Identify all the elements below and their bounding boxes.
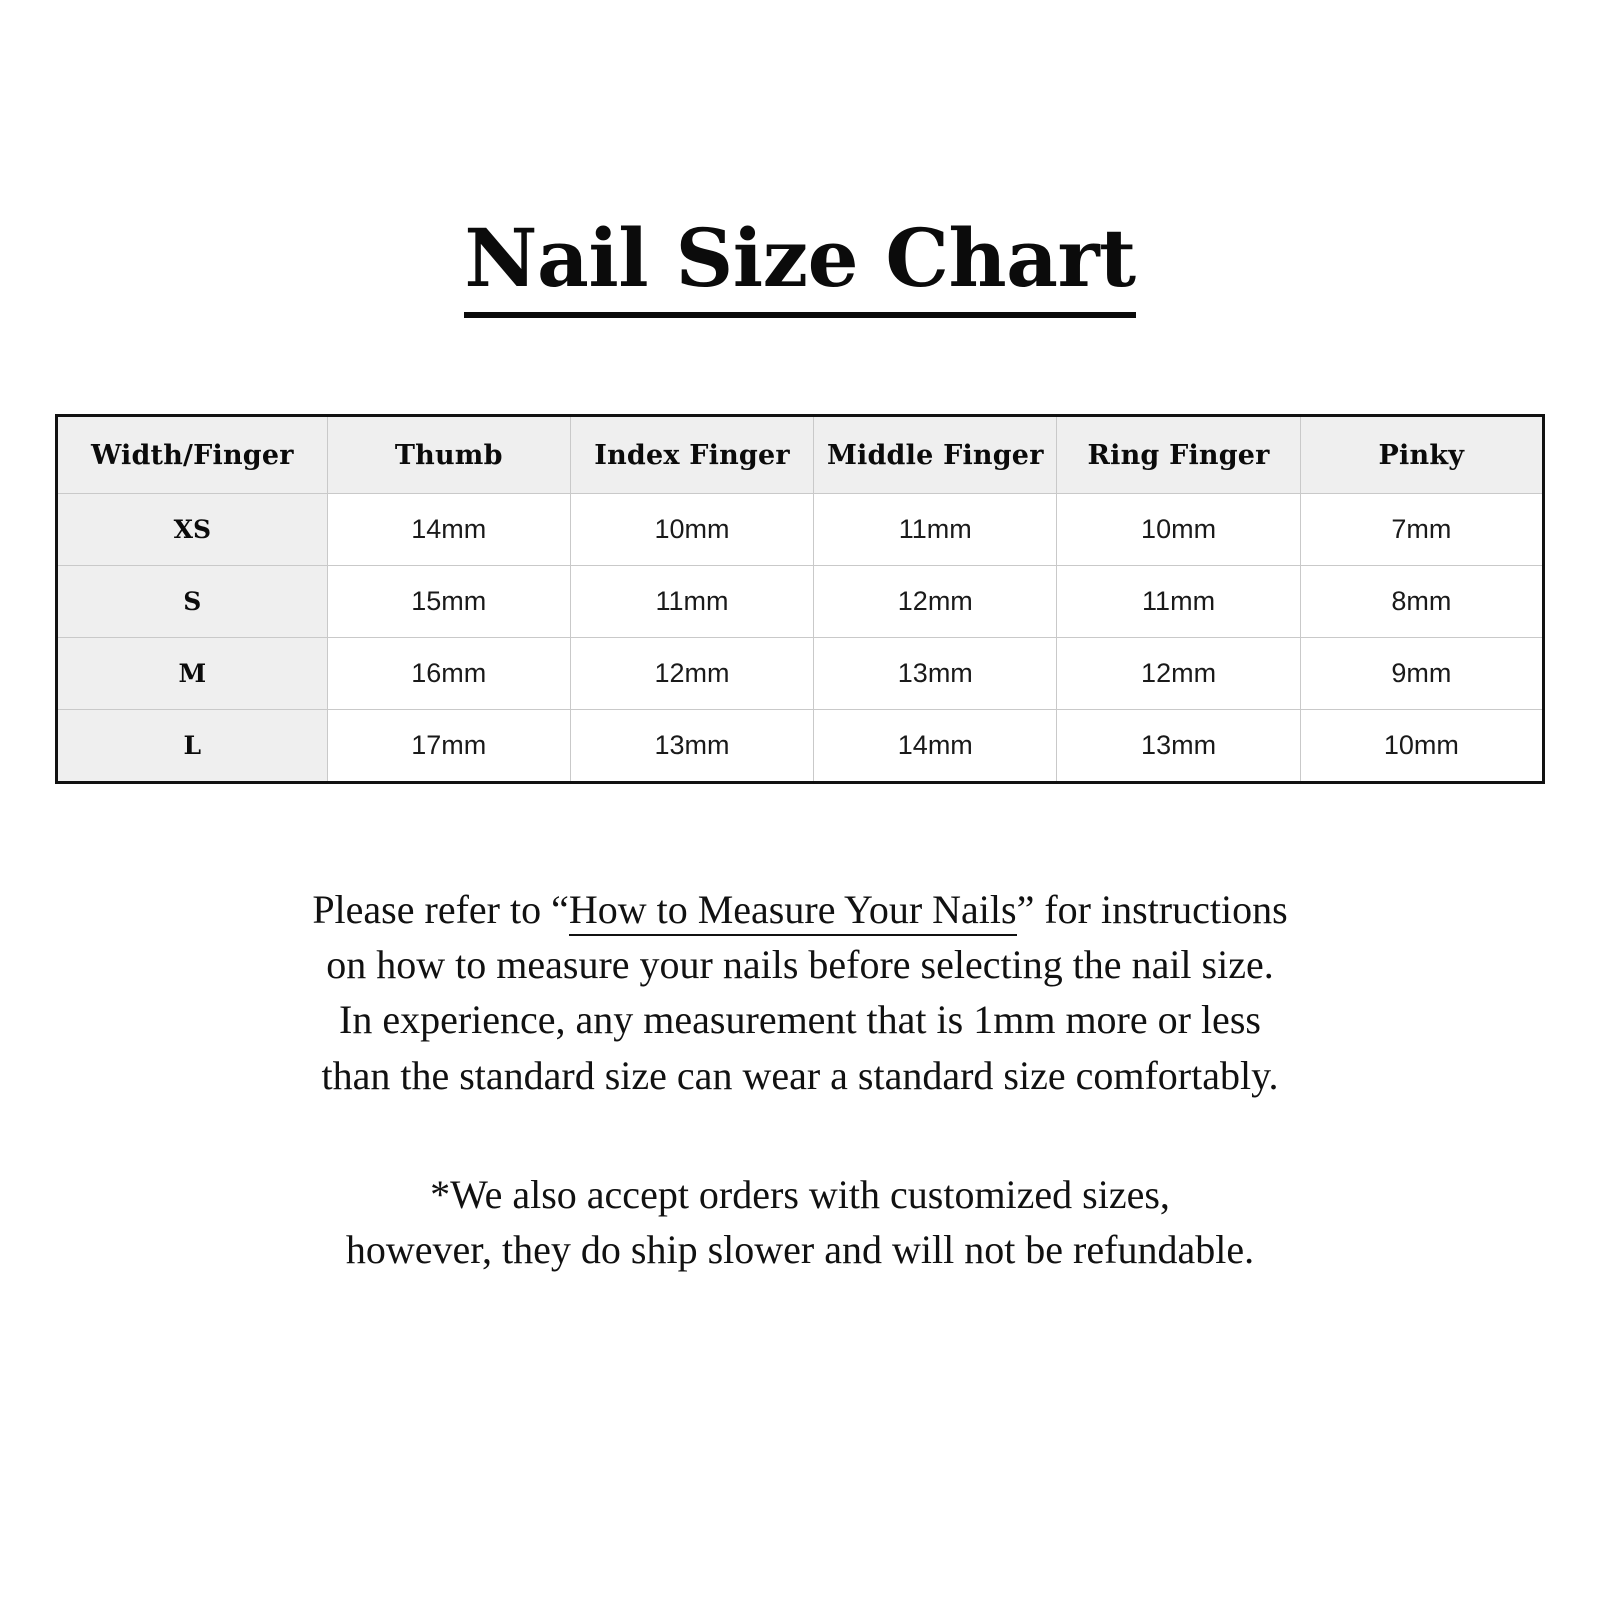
table-row xyxy=(57,494,1544,566)
cell-xs-thumb: 14mm xyxy=(327,494,570,566)
cell-xs-pinky: 7mm xyxy=(1300,494,1543,566)
cell-m-index: 12mm xyxy=(570,638,813,710)
table-body xyxy=(57,494,1544,783)
size-table-container xyxy=(55,414,1545,784)
row-label-l: L xyxy=(57,710,328,783)
row-label-xs: XS xyxy=(57,494,328,566)
page-title: Nail Size Chart xyxy=(464,218,1135,318)
note-paragraph-instructions xyxy=(0,882,1600,1103)
cell-s-index: 11mm xyxy=(570,566,813,638)
column-header-thumb: Thumb xyxy=(327,416,570,494)
table-row xyxy=(57,566,1544,638)
table-row xyxy=(57,638,1544,710)
column-header-width-finger: Width/Finger xyxy=(57,416,328,494)
cell-l-ring: 13mm xyxy=(1057,710,1300,783)
column-header-middle-finger: Middle Finger xyxy=(814,416,1057,494)
table-header xyxy=(57,416,1544,494)
cell-m-pinky: 9mm xyxy=(1300,638,1543,710)
column-header-pinky: Pinky xyxy=(1300,416,1543,494)
note-line-1-after: ” for instructions xyxy=(1016,887,1288,932)
cell-xs-ring: 10mm xyxy=(1057,494,1300,566)
note-line-1-before: Please refer to “ xyxy=(312,887,569,932)
cell-m-thumb: 16mm xyxy=(327,638,570,710)
custom-note-line-1: *We also accept orders with customized sizes, xyxy=(430,1171,1170,1217)
table-header-row xyxy=(57,416,1544,494)
cell-l-middle: 14mm xyxy=(814,710,1057,783)
row-label-m: M xyxy=(57,638,328,710)
notes-section xyxy=(0,882,1600,1277)
cell-m-middle: 13mm xyxy=(814,638,1057,710)
cell-xs-middle: 11mm xyxy=(814,494,1057,566)
column-header-index-finger: Index Finger xyxy=(570,416,813,494)
cell-xs-index: 10mm xyxy=(570,494,813,566)
cell-l-thumb: 17mm xyxy=(327,710,570,783)
how-to-measure-link[interactable]: How to Measure Your Nails xyxy=(569,887,1017,936)
note-line-4: than the standard size can wear a standard size comfortably. xyxy=(321,1052,1279,1098)
cell-l-index: 13mm xyxy=(570,710,813,783)
table-row xyxy=(57,710,1544,783)
cell-l-pinky: 10mm xyxy=(1300,710,1543,783)
cell-m-ring: 12mm xyxy=(1057,638,1300,710)
column-header-ring-finger: Ring Finger xyxy=(1057,416,1300,494)
note-line-3: In experience, any measurement that is 1mm more or less xyxy=(339,997,1261,1043)
custom-note-line-2: however, they do ship slower and will not be refundable. xyxy=(345,1226,1255,1272)
title-container xyxy=(0,0,1600,318)
cell-s-ring: 11mm xyxy=(1057,566,1300,638)
row-label-s: S xyxy=(57,566,328,638)
note-line-2: on how to measure your nails before selecting the nail size. xyxy=(326,942,1274,988)
nail-size-table xyxy=(55,414,1545,784)
cell-s-pinky: 8mm xyxy=(1300,566,1543,638)
cell-s-thumb: 15mm xyxy=(327,566,570,638)
note-paragraph-custom-orders xyxy=(0,1167,1600,1277)
cell-s-middle: 12mm xyxy=(814,566,1057,638)
